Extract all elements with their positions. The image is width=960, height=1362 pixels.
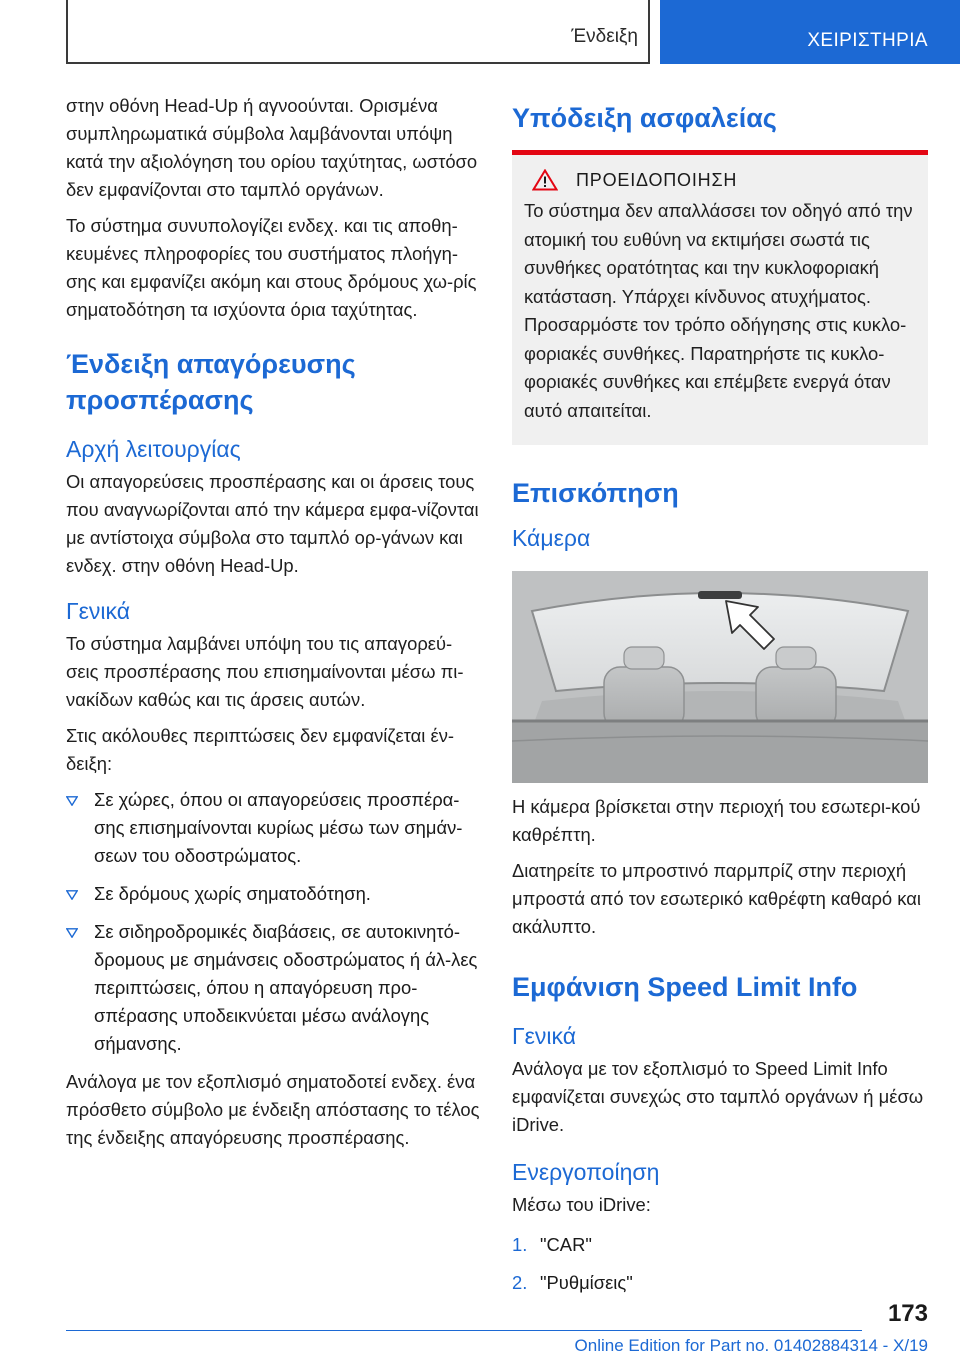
heading-speed-limit-info: Εμφάνιση Speed Limit Info bbox=[512, 972, 858, 1002]
triangle-bullet-icon bbox=[66, 890, 78, 900]
header-section-title: Ένδειξη bbox=[571, 26, 638, 47]
right-column bbox=[512, 92, 928, 1307]
paragraph: Οι απαγορεύσεις προσπέρασης και οι άρσεις τους που αναγνωρίζονται από την κάμερα εμφα-νίζονται με αντίστοιχα σύμβολα στο ταμπλό ορ-γάνων και ενδεχ. στην οθόνη Head-Up. bbox=[66, 471, 479, 576]
heading-camera: Κάμερα bbox=[512, 525, 591, 551]
paragraph: Το σύστημα λαμβάνει υπόψη του τις απαγορεύ-σεις προσπέρασης που επισημαίνονται μέσω πι-νακίδων καθώς και τις άρσεις αυτών. bbox=[66, 633, 464, 710]
warning-text: Το σύστημα δεν απαλλάσσει τον οδηγό από την ατομική του ευθύνη να εκτιμήσει σωστά τις συνθήκες ορατότητας και την κυκλοφοριακή κατάσταση. Υπάρχει κίνδυνος ατυχήματος. Προσαρμόστε τον τρόπο οδήγησης στις κυκλο-φοριακές συνθήκες. Παρατηρήστε τις κυκλο-φοριακές συνθήκες και επέμβετε ενεργά όταν αυτό απαιτείται. bbox=[524, 200, 913, 421]
heading-overview: Επισκόπηση bbox=[512, 478, 679, 508]
heading-principle: Αρχή λειτουργίας bbox=[66, 436, 241, 462]
triangle-bullet-icon bbox=[66, 928, 78, 938]
list-item-text: Σε δρόμους χωρίς σηματοδότηση. bbox=[94, 883, 371, 904]
footer-divider bbox=[66, 1330, 862, 1331]
list-item-text: Σε χώρες, όπου οι απαγορεύσεις προσπέρα-σης επισημαίνονται κυρίως μέσω των σημάν-σεων του οδοστρώματος. bbox=[94, 789, 463, 866]
paragraph: Διατηρείτε το μπροστινό παρμπρίζ στην περιοχή μπροστά από τον εσωτερικό καθρέφτη καθαρό και ακάλυπτο. bbox=[512, 860, 921, 937]
list-item bbox=[512, 1231, 928, 1259]
heading-overtaking-display: Ένδειξη απαγόρευσης προσπέρασης bbox=[66, 349, 356, 415]
step-number: 2. bbox=[512, 1272, 528, 1293]
list-item-text: Σε σιδηροδρομικές διαβάσεις, σε αυτοκινητό-δρομους με σημάνσεις οδοστρώματος ή άλ-λες περιπτώσεις, όπου η απαγόρευση προ-σπέρασης υποδεικνύεται μέσω ανάλογης σήμανσης. bbox=[94, 921, 478, 1054]
warning-header bbox=[524, 169, 922, 191]
step-number: 1. bbox=[512, 1234, 528, 1255]
paragraph: Ανάλογα με τον εξοπλισμό το Speed Limit Info εμφανίζεται συνεχώς στο ταμπλό οργάνων ή μέσω iDrive. bbox=[512, 1058, 924, 1135]
step-text: "Ρυθμίσεις" bbox=[540, 1272, 633, 1293]
warning-box bbox=[512, 150, 928, 445]
heading-activation: Ενεργοποίηση bbox=[512, 1159, 660, 1185]
step-list bbox=[512, 1231, 928, 1297]
left-column bbox=[66, 92, 480, 1160]
heading-general: Γενικά bbox=[66, 598, 131, 624]
paragraph: Μέσω του iDrive: bbox=[512, 1194, 651, 1215]
list-item bbox=[66, 786, 480, 870]
paragraph: Στις ακόλουθες περιπτώσεις δεν εμφανίζεται έν-δειξη: bbox=[66, 725, 455, 774]
paragraph: Η κάμερα βρίσκεται στην περιοχή του εσωτερι-κού καθρέπτη. bbox=[512, 796, 921, 845]
paragraph: στην οθόνη Head-Up ή αγνοούνται. Ορισμένα συμπληρωματικά σύμβολα λαμβάνονται υπόψη κατά την αξιολόγηση του ορίου ταχύτητας, ωστόσο δεν εμφανίζονται στο ταμπλό οργάνων. bbox=[66, 95, 478, 200]
paragraph: Ανάλογα με τον εξοπλισμό σηματοδοτεί ενδεχ. ένα πρόσθετο σύμβολο με ένδειξη απόστασης το τέλος της ένδειξης απαγόρευσης προσπέρασης. bbox=[66, 1071, 480, 1148]
list-item bbox=[66, 918, 480, 1058]
warning-title: ΠΡΟΕΙΔΟΠΟΙΗΣΗ bbox=[576, 169, 738, 190]
footer-edition: Online Edition for Part no. 01402884314 - X/19 bbox=[574, 1336, 928, 1355]
triangle-bullet-icon bbox=[66, 796, 78, 806]
header-chapter-label: ΧΕΙΡΙΣΤΗΡΙΑ bbox=[807, 30, 928, 51]
page-number: 173 bbox=[887, 1300, 928, 1327]
step-text: "CAR" bbox=[540, 1234, 592, 1255]
camera-location-photo bbox=[512, 571, 928, 783]
heading-safety-note: Υπόδειξη ασφαλείας bbox=[512, 103, 777, 133]
warning-triangle-icon bbox=[532, 169, 558, 191]
heading-general-right: Γενικά bbox=[512, 1023, 577, 1049]
bullet-list bbox=[66, 786, 480, 1058]
list-item bbox=[66, 880, 480, 908]
paragraph: Το σύστημα συνυπολογίζει ενδεχ. και τις αποθη-κευμένες πληροφορίες του συστήματος πλοήγη-σης και εμφανίζει ακόμη και στους δρόμους χω-ρίς σηματοδότηση τα ισχύοντα όρια ταχύτητας. bbox=[66, 215, 477, 320]
list-item bbox=[512, 1269, 928, 1297]
